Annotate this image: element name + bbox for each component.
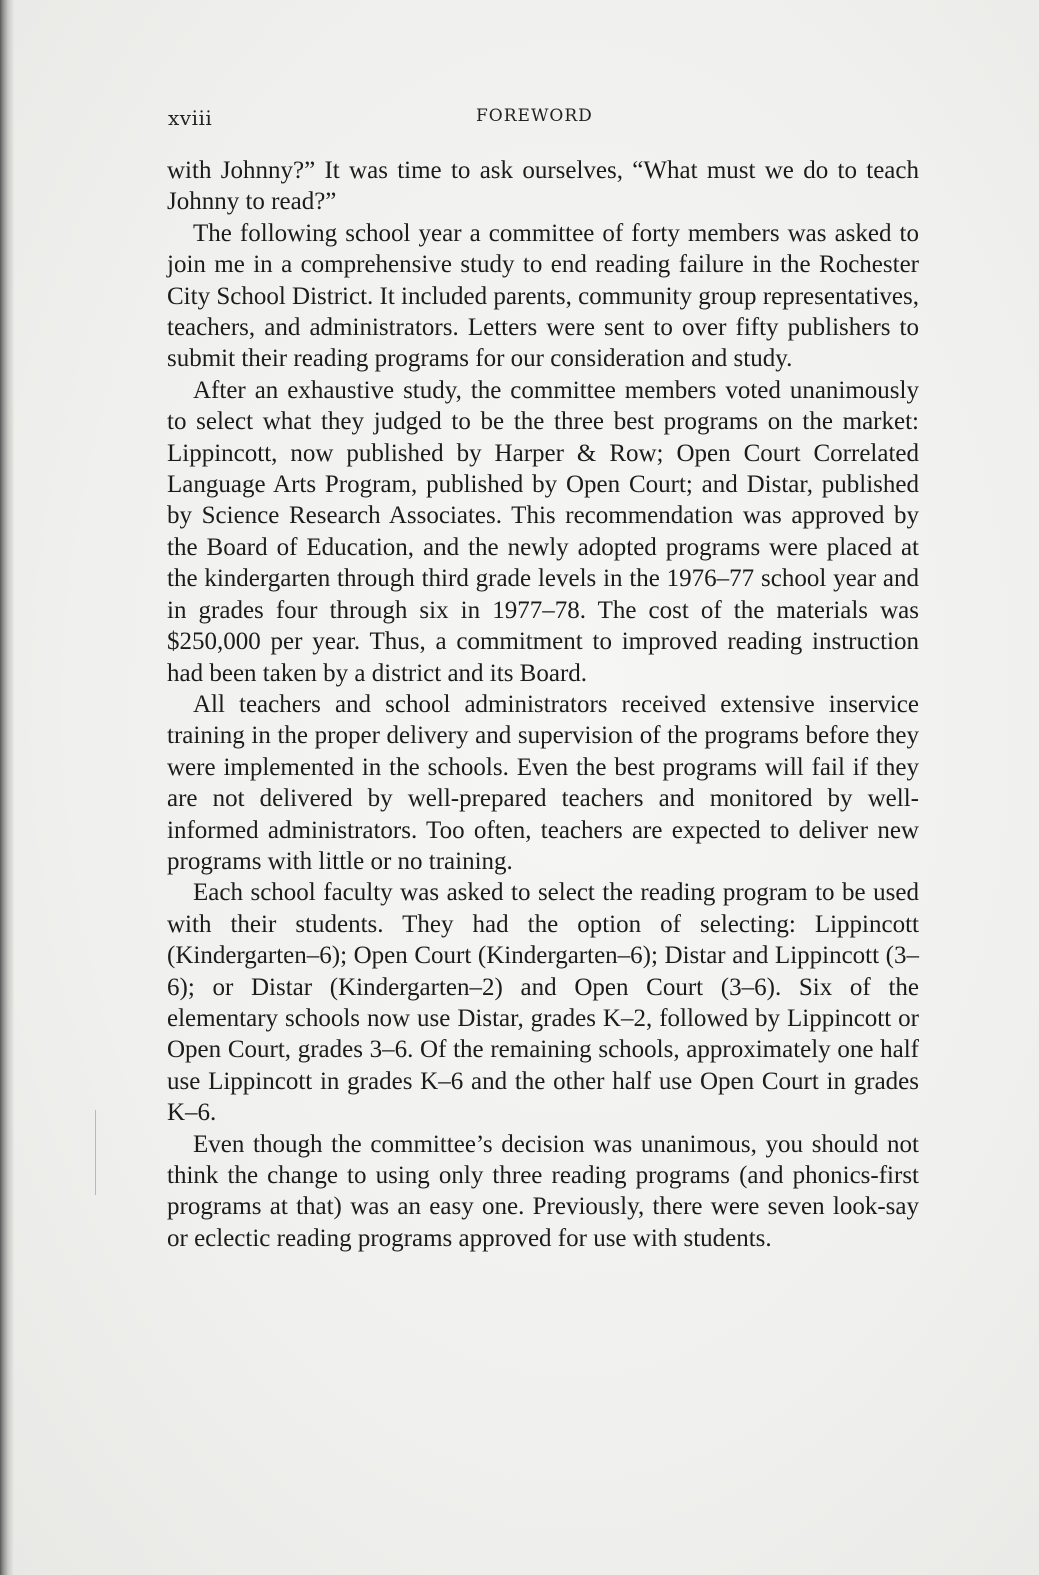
paragraph-training: All teachers and school administrators received extensive inservice training in the proper delivery and supervision of the programs before they were implemented in the schools. Even the best programs will fail if they are not delivered by well-prepared teachers and monitored by well-informed administrators. Too often, teachers are expected to deliver new programs with little or no training. [167,690,919,875]
margin-pencil-mark [95,1110,96,1195]
paragraph-decision: Even though the committee’s decision was unanimous, you should not think the change to using only three reading programs (and phonics-first programs at that) was an easy one. Previously, there were seven look-say or eclectic reading programs approved for use with students. [167,1130,919,1252]
page-spine-shadow [0,0,14,1575]
running-head [168,106,918,134]
paragraph-selection: After an exhaustive study, the committee members voted unanimously to select what they judged to be the three best programs on the market: Lippincott, now published by Harper & Row; Open Court Correlated Language Arts Program, published by Open Court; and Distar, published by Science Research Associates. This recommendation was approved by the Board of Education, and the newly adopted programs were placed at the kindergarten through third grade levels in the 1976–77 school year and in grades four through six in 1977–78. The cost of the materials was $250,000 per year. Thus, a commitment to improved reading instruction had been taken by a district and its Board. [167,376,919,687]
paragraph-continuation: with Johnny?” It was time to ask ourselves, “What must we do to teach Johnny to read?” [167,157,919,216]
body-text [167,155,919,1254]
running-head-title: FOREWORD [476,106,593,126]
paragraph-committee: The following school year a committee of forty members was asked to join me in a comprehensive study to end reading failure in the Rochester City School District. It included parents, community group representatives, teachers, and administrators. Letters were sent to over fifty publishers to submit their reading programs for our consideration and study. [167,219,919,373]
page-number: xviii [168,106,213,130]
paragraph-faculty-choice: Each school faculty was asked to select the reading program to be used with their students. They had the option of selecting: Lippincott (Kindergarten–6); Open Court (Kindergarten–6); Distar and Lippincott (3–6); or Distar (Kindergarten–2) and Open Court (3–6). Six of the elementary schools now use Distar, grades K–2, followed by Lippincott or Open Court, grades 3–6. Of the remaining schools, approximately one half use Lippincott in grades K–6 and the other half use Open Court in grades K–6. [167,879,919,1127]
